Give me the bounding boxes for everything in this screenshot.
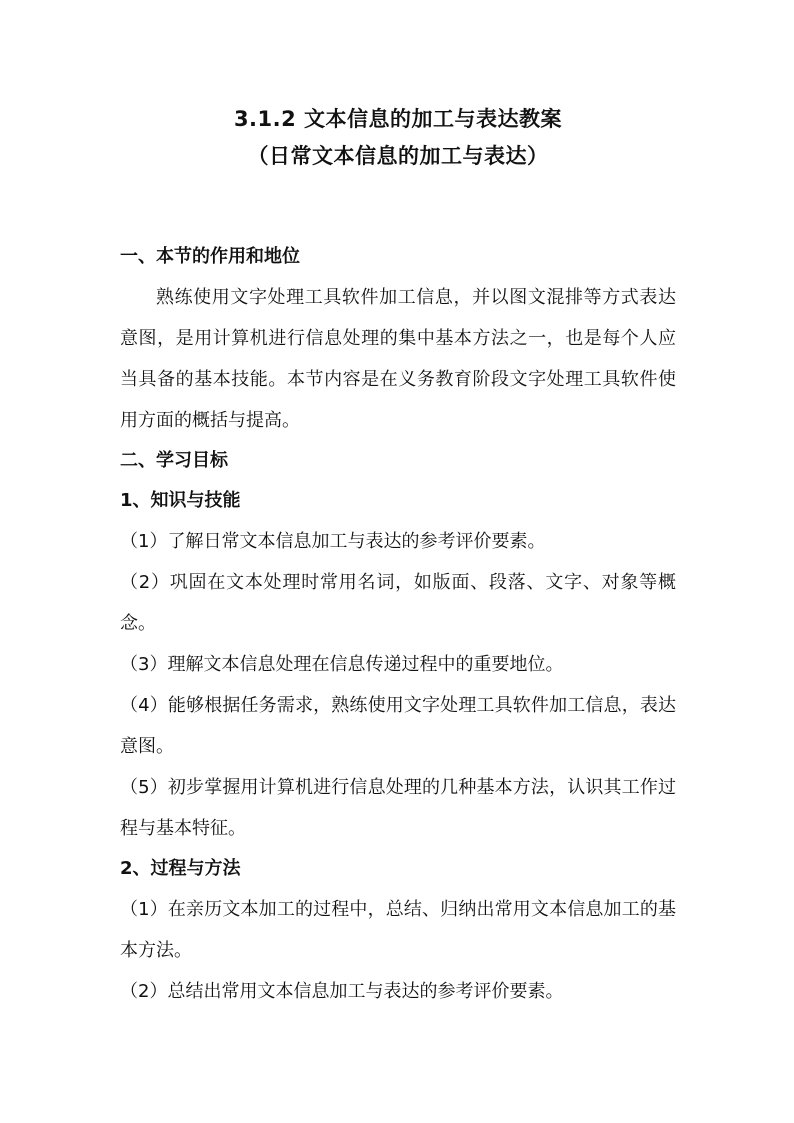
list-item: （2）总结出常用文本信息加工与表达的参考评价要素。: [120, 981, 564, 1002]
title-spacer: [120, 175, 676, 237]
list-item: （4）能够根据任务需求，熟练使用文字处理工具软件加工信息，表达意图。: [120, 695, 676, 757]
subsection-heading-process-method: 2、过程与方法: [120, 858, 241, 879]
section-heading-objectives: 二、学习目标: [120, 450, 228, 471]
section-paragraph-role: 熟练使用文字处理工具软件加工信息，并以图文混排等方式表达意图，是用计算机进行信息处理的集中基本方法之一，也是每个人应当具备的基本技能。本节内容是在义务教育阶段文字处理工具软件使用方面的概括与提高。: [120, 287, 676, 431]
list-item: （3）理解文本信息处理在信息传递过程中的重要地位。: [120, 654, 564, 675]
document-title: 3.1.2 文本信息的加工与表达教案: [233, 107, 563, 131]
document-content: [120, 101, 676, 1012]
section-heading-role: 一、本节的作用和地位: [120, 246, 300, 267]
list-item: （2）巩固在文本处理时常用名词，如版面、段落、文字、对象等概念。: [120, 572, 676, 634]
list-item: （5）初步掌握用计算机进行信息处理的几种基本方法，认识其工作过程与基本特征。: [120, 777, 676, 839]
list-item: （1）在亲历文本加工的过程中，总结、归纳出常用文本信息加工的基本方法。: [120, 899, 676, 961]
document-subtitle: （日常文本信息的加工与表达）: [247, 144, 549, 168]
subsection-heading-knowledge-skills: 1、知识与技能: [120, 490, 241, 511]
list-item: （1）了解日常文本信息加工与表达的参考评价要素。: [120, 531, 546, 552]
